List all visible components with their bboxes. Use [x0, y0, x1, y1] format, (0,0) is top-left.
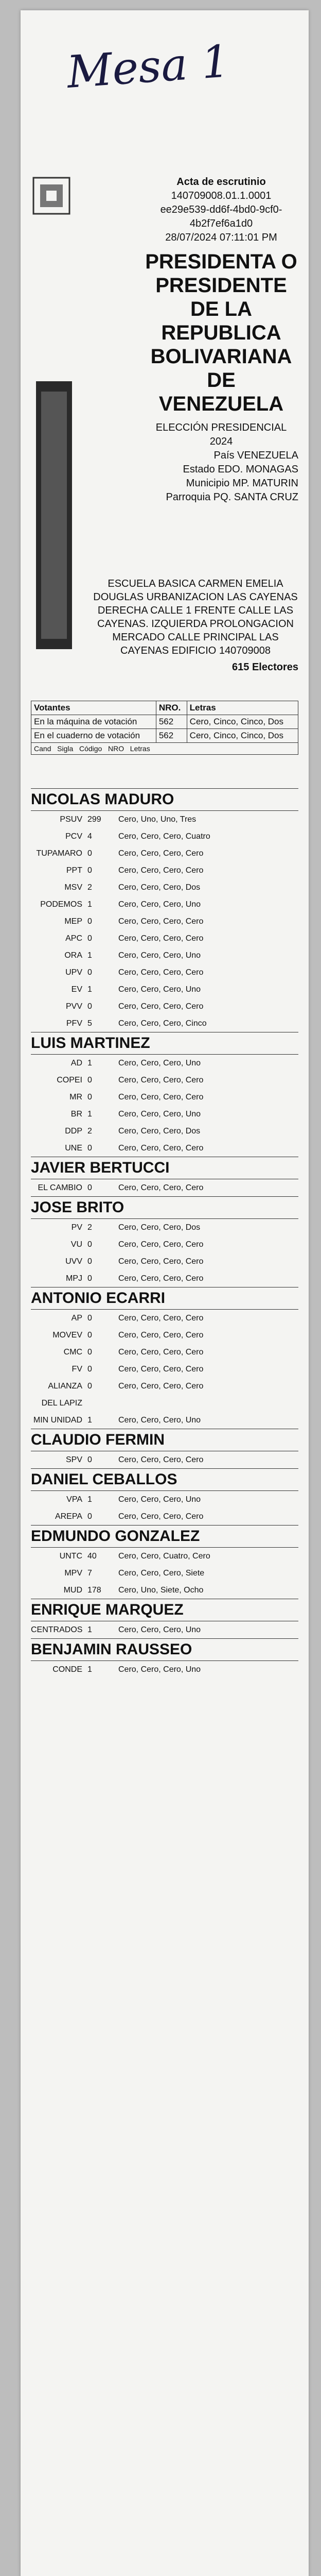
election-name: ELECCIÓN PRESIDENCIAL 2024 — [155, 422, 287, 447]
party-acronym: PSUV — [60, 815, 82, 824]
party-votes-letters: Cero, Cero, Cero, Uno — [118, 1416, 201, 1425]
candidate-block — [31, 1157, 298, 1196]
header-line: 140709008.01.1.0001 — [171, 190, 272, 201]
party-votes: 1 — [87, 1059, 92, 1067]
party-acronym: AP — [71, 1314, 82, 1323]
party-votes: 5 — [87, 1019, 92, 1028]
receipt-header — [144, 175, 298, 504]
party-acronym: SPV — [65, 1455, 82, 1464]
party-votes: 0 — [87, 1348, 92, 1357]
sub-header: Letras — [130, 744, 150, 753]
party-votes-letters: Cero, Cero, Cero, Uno — [118, 1059, 201, 1067]
party-acronym: BR — [70, 1110, 82, 1118]
party-row — [31, 1412, 298, 1429]
party-row — [31, 930, 298, 947]
party-votes-letters: Cero, Cero, Cero, Dos — [118, 1127, 201, 1136]
party-votes: 1 — [87, 1665, 92, 1674]
address-text: ESCUELA BASICA CARMEN EMELIA DOUGLAS URBANIZACION LAS CAYENAS DERECHA CALLE 1 FRENTE CALLE LAS CAYENAS. IZQUIERDA PROLONGACION MERCADO CALLE PRINCIPAL LAS CAYENAS EDIFICIO 140709008 — [93, 578, 298, 656]
party-votes: 0 — [87, 1240, 92, 1249]
party-votes: 0 — [87, 1093, 92, 1101]
party-votes-letters: Cero, Cero, Cero, Uno — [118, 900, 201, 909]
party-votes: 2 — [87, 883, 92, 892]
party-acronym: MOVEV — [52, 1331, 82, 1340]
party-row — [31, 1106, 298, 1123]
party-votes-letters: Cero, Cero, Cero, Cero — [118, 1240, 204, 1249]
party-votes: 2 — [87, 1127, 92, 1136]
party-row — [31, 879, 298, 896]
party-acronym: PCV — [65, 832, 82, 841]
candidate-block — [31, 1525, 298, 1599]
party-votes-letters: Cero, Cero, Cero, Cero — [118, 1183, 204, 1192]
party-votes-letters: Cero, Cero, Cero, Cero — [118, 917, 204, 926]
party-row — [31, 1565, 298, 1582]
party-acronym: EL CAMBIO — [38, 1183, 82, 1192]
party-row — [31, 1179, 298, 1196]
party-acronym: TUPAMARO — [36, 849, 82, 858]
header-line: ee29e539-dd6f-4bd0-9cf0-4b2f7ef6a1d0 — [160, 204, 282, 229]
parish: Parroquia PQ. SANTA CRUZ — [166, 492, 298, 503]
candidate-block — [31, 1599, 298, 1638]
candidate-block — [31, 1287, 298, 1429]
candidate-block — [31, 788, 298, 1032]
party-votes-letters: Cero, Cero, Cero, Dos — [118, 883, 201, 892]
party-votes: 0 — [87, 1076, 92, 1084]
party-acronym: APC — [65, 934, 82, 943]
party-row — [31, 964, 298, 981]
party-acronym: CENTRADOS — [31, 1625, 83, 1634]
party-votes-letters: Cero, Cero, Cero, Cero — [118, 968, 204, 977]
party-votes: 0 — [87, 1274, 92, 1283]
party-row — [31, 1015, 298, 1032]
election-title: PRESIDENTA O PRESIDENTE DE LA REPUBLICA BOLIVARIANA DE VENEZUELA — [145, 250, 297, 415]
party-votes-letters: Cero, Cero, Cero, Uno — [118, 1110, 201, 1118]
party-votes: 0 — [87, 1144, 92, 1153]
party-acronym: MSV — [64, 883, 82, 892]
municipality: Municipio MP. MATURIN — [186, 478, 298, 489]
party-votes: 299 — [87, 815, 101, 824]
party-row — [31, 1219, 298, 1236]
party-row — [31, 1621, 298, 1638]
party-acronym: EV — [71, 985, 82, 994]
party-votes-letters: Cero, Cero, Cero, Cero — [118, 1002, 204, 1011]
party-votes: 0 — [87, 1331, 92, 1340]
table-header: Letras — [187, 701, 298, 715]
party-row — [31, 1055, 298, 1072]
sub-header: Cand — [34, 744, 51, 753]
header-line: 28/07/2024 07:11:01 PM — [165, 232, 277, 243]
party-votes: 0 — [87, 1365, 92, 1374]
sub-header: Código — [79, 744, 102, 753]
table-cell: En la máquina de votación — [31, 715, 156, 729]
party-votes: 0 — [87, 1314, 92, 1323]
party-row — [31, 1140, 298, 1157]
country: País VENEZUELA — [213, 450, 298, 461]
party-votes-letters: Cero, Cero, Cero, Uno — [118, 1625, 201, 1634]
candidate-name: ENRIQUE MARQUEZ — [31, 1599, 298, 1621]
candidate-block — [31, 1429, 298, 1468]
party-row — [31, 845, 298, 862]
party-acronym: COPEI — [57, 1076, 82, 1084]
candidate-name: JAVIER BERTUCCI — [31, 1157, 298, 1179]
party-votes: 4 — [87, 832, 92, 841]
party-votes-letters: Cero, Cero, Cero, Cero — [118, 1382, 204, 1391]
party-acronym: FV — [72, 1365, 82, 1374]
party-votes-letters: Cero, Cero, Cero, Cero — [118, 1512, 204, 1521]
party-votes-letters: Cero, Cero, Cero, Cero — [118, 1331, 204, 1340]
electors-count: 615 Electores — [232, 662, 298, 673]
party-acronym: UNTC — [59, 1552, 82, 1561]
party-votes-letters: Cero, Cero, Cero, Cero — [118, 1144, 204, 1153]
table-row — [31, 743, 298, 755]
candidate-name: EDMUNDO GONZALEZ — [31, 1525, 298, 1548]
party-acronym: VPA — [66, 1495, 82, 1504]
table-cell — [31, 743, 298, 755]
party-acronym: UNE — [65, 1144, 82, 1153]
party-votes: 0 — [87, 968, 92, 977]
party-votes: 1 — [87, 1416, 92, 1425]
party-acronym: UVV — [65, 1257, 82, 1266]
party-votes: 0 — [87, 1455, 92, 1464]
party-votes: 1 — [87, 1495, 92, 1504]
party-row — [31, 1661, 298, 1678]
party-votes-letters: Cero, Cero, Cero, Cero — [118, 1314, 204, 1323]
party-votes: 0 — [87, 1382, 92, 1391]
party-row — [31, 1378, 298, 1412]
party-acronym: PODEMOS — [40, 900, 82, 909]
party-votes: 0 — [87, 934, 92, 943]
candidate-name: BENJAMIN RAUSSEO — [31, 1638, 298, 1661]
party-votes: 0 — [87, 1183, 92, 1192]
party-votes-letters: Cero, Cero, Cero, Dos — [118, 1223, 201, 1232]
voters-table — [31, 701, 298, 755]
party-acronym: AD — [70, 1059, 82, 1067]
candidate-block — [31, 1468, 298, 1525]
candidates-list — [31, 788, 298, 1678]
table-row — [31, 729, 298, 743]
party-votes: 1 — [87, 900, 92, 909]
party-row — [31, 1361, 298, 1378]
party-votes: 178 — [87, 1586, 101, 1595]
party-votes: 1 — [87, 985, 92, 994]
party-row — [31, 1344, 298, 1361]
party-row — [31, 1451, 298, 1468]
table-cell: En el cuaderno de votación — [31, 729, 156, 743]
party-votes: 0 — [87, 866, 92, 875]
party-votes-letters: Cero, Cero, Cero, Cero — [118, 849, 204, 858]
table-row — [31, 701, 298, 715]
party-row — [31, 1508, 298, 1525]
party-row — [31, 913, 298, 930]
party-votes: 0 — [87, 917, 92, 926]
party-row — [31, 1236, 298, 1253]
candidate-name: DANIEL CEBALLOS — [31, 1468, 298, 1491]
party-acronym: MPJ — [66, 1274, 82, 1283]
party-votes-letters: Cero, Uno, Uno, Tres — [118, 815, 197, 824]
party-row — [31, 1253, 298, 1270]
party-row — [31, 1123, 298, 1140]
sub-header: Sigla — [57, 744, 74, 753]
candidate-block — [31, 1196, 298, 1287]
party-votes-letters: Cero, Cero, Cero, Cero — [118, 1076, 204, 1084]
party-votes-letters: Cero, Cero, Cero, Siete — [118, 1569, 205, 1578]
party-acronym: UPV — [65, 968, 82, 977]
party-row — [31, 981, 298, 998]
party-votes-letters: Cero, Cero, Cero, Cero — [118, 1093, 204, 1101]
state: Estado EDO. MONAGAS — [183, 464, 298, 475]
party-row — [31, 896, 298, 913]
ballot-receipt — [21, 10, 309, 2576]
party-row — [31, 828, 298, 845]
party-acronym: PVV — [65, 1002, 82, 1011]
party-votes: 0 — [87, 849, 92, 858]
party-votes-letters: Cero, Cero, Cero, Cinco — [118, 1019, 207, 1028]
party-acronym: PV — [71, 1223, 82, 1232]
party-row — [31, 1582, 298, 1599]
party-votes: 0 — [87, 1002, 92, 1011]
table-cell: Cero, Cinco, Cinco, Dos — [187, 729, 298, 743]
party-votes-letters: Cero, Cero, Cero, Cero — [118, 1257, 204, 1266]
party-acronym: CMC — [63, 1348, 82, 1357]
party-votes-letters: Cero, Cero, Cero, Cero — [118, 1274, 204, 1283]
party-votes-letters: Cero, Cero, Cero, Uno — [118, 1495, 201, 1504]
candidate-name: ANTONIO ECARRI — [31, 1287, 298, 1310]
party-acronym: MPV — [64, 1569, 82, 1578]
party-acronym: ALIANZA DEL LAPIZ — [41, 1382, 82, 1408]
party-votes-letters: Cero, Cero, Cero, Cero — [118, 1455, 204, 1464]
party-row — [31, 811, 298, 828]
candidate-block — [31, 1032, 298, 1157]
party-acronym: VU — [70, 1240, 82, 1249]
party-votes-letters: Cero, Cero, Cero, Cuatro — [118, 832, 210, 841]
party-row — [31, 947, 298, 964]
party-acronym: DDP — [65, 1127, 82, 1136]
party-votes: 1 — [87, 951, 92, 960]
party-acronym: AREPA — [55, 1512, 82, 1521]
party-row — [31, 1072, 298, 1089]
party-votes-letters: Cero, Cero, Cero, Uno — [118, 985, 201, 994]
party-row — [31, 1089, 298, 1106]
header-line: Acta de escrutinio — [176, 176, 266, 188]
party-acronym: MEP — [64, 917, 82, 926]
party-votes-letters: Cero, Uno, Siete, Ocho — [118, 1586, 204, 1595]
party-acronym: ORA — [64, 951, 82, 960]
candidate-block — [31, 1638, 298, 1678]
party-row — [31, 1327, 298, 1344]
party-votes: 7 — [87, 1569, 92, 1578]
vertical-stamp — [31, 381, 77, 649]
party-votes-letters: Cero, Cero, Cero, Cero — [118, 866, 204, 875]
party-votes-letters: Cero, Cero, Cero, Uno — [118, 951, 201, 960]
party-votes-letters: Cero, Cero, Cero, Cero — [118, 1365, 204, 1374]
party-votes: 0 — [87, 1257, 92, 1266]
candidate-name: JOSE BRITO — [31, 1196, 298, 1219]
party-acronym: MUD — [63, 1586, 82, 1595]
party-votes-letters: Cero, Cero, Cero, Cero — [118, 1348, 204, 1357]
party-acronym: PPT — [66, 866, 82, 875]
party-votes: 1 — [87, 1110, 92, 1118]
candidate-name: LUIS MARTINEZ — [31, 1032, 298, 1055]
table-cell: 562 — [156, 715, 187, 729]
party-acronym: MIN UNIDAD — [33, 1416, 82, 1425]
party-acronym: CONDE — [52, 1665, 82, 1674]
party-votes-letters: Cero, Cero, Cuatro, Cero — [118, 1552, 210, 1561]
candidate-name: CLAUDIO FERMIN — [31, 1429, 298, 1451]
cne-logo — [31, 175, 72, 222]
party-row — [31, 862, 298, 879]
table-cell: Cero, Cinco, Cinco, Dos — [187, 715, 298, 729]
party-votes-letters: Cero, Cero, Cero, Cero — [118, 934, 204, 943]
party-votes-letters: Cero, Cero, Cero, Uno — [118, 1665, 201, 1674]
table-cell: 562 — [156, 729, 187, 743]
party-acronym: PFV — [66, 1019, 82, 1028]
party-votes: 2 — [87, 1223, 92, 1232]
polling-address — [93, 577, 298, 674]
table-header: NRO. — [156, 701, 187, 715]
party-row — [31, 1270, 298, 1287]
party-row — [31, 998, 298, 1015]
candidate-name: NICOLAS MADURO — [31, 788, 298, 811]
table-row — [31, 715, 298, 729]
party-votes: 1 — [87, 1625, 92, 1634]
party-row — [31, 1491, 298, 1508]
party-row — [31, 1548, 298, 1565]
sub-header: NRO — [108, 744, 124, 753]
party-votes: 40 — [87, 1552, 97, 1561]
handwritten-note: Mesa 1 — [65, 36, 231, 98]
party-acronym: MR — [69, 1093, 82, 1101]
table-header: Votantes — [31, 701, 156, 715]
party-votes: 0 — [87, 1512, 92, 1521]
party-row — [31, 1310, 298, 1327]
